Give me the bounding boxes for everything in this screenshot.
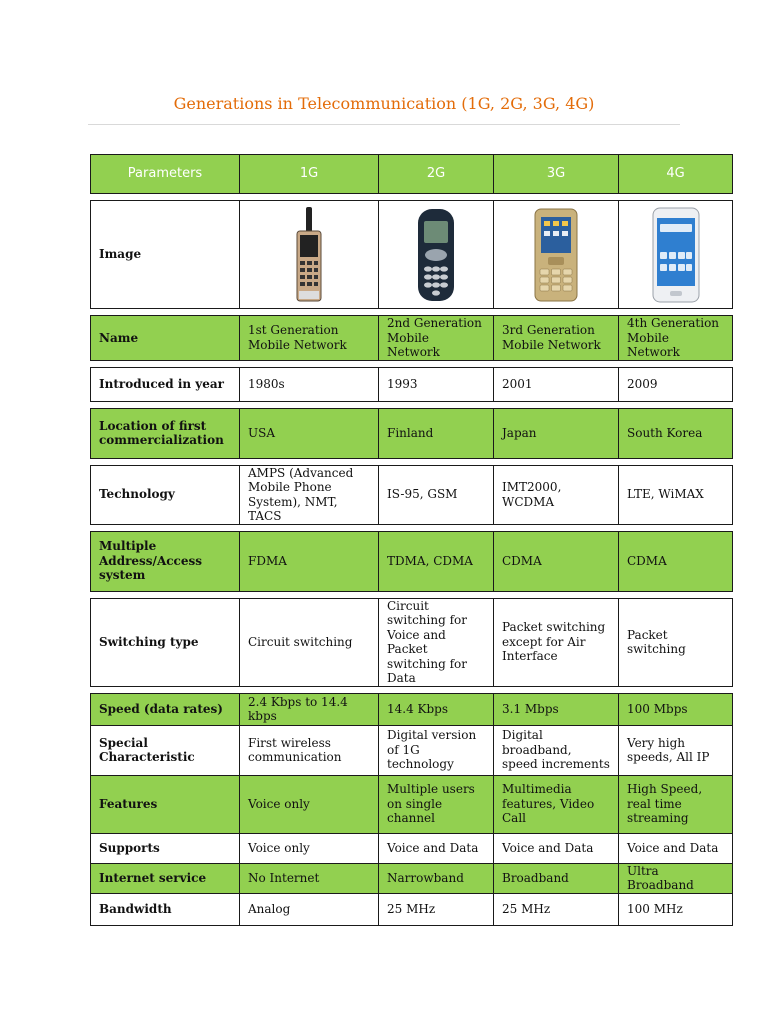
cell-1g: 1st Generation Mobile Network	[240, 316, 379, 361]
table-row	[91, 367, 733, 401]
table-row	[91, 775, 733, 833]
cell-3g: IMT2000, WCDMA	[494, 465, 619, 524]
table-row	[91, 465, 733, 524]
cell-1g: 1980s	[240, 367, 379, 401]
table-row	[91, 316, 733, 361]
cell-image-1g	[240, 201, 379, 309]
table-row	[91, 893, 733, 925]
title-divider	[88, 124, 680, 125]
row-label: Internet service	[91, 863, 240, 893]
table-row	[91, 598, 733, 686]
row-label: Name	[91, 316, 240, 361]
cell-1g: Analog	[240, 893, 379, 925]
cell-3g: Broadband	[494, 863, 619, 893]
cell-3g: Voice and Data	[494, 833, 619, 863]
cell-3g: Japan	[494, 408, 619, 458]
cell-2g: 1993	[379, 367, 494, 401]
cell-1g: USA	[240, 408, 379, 458]
row-label: Multiple Address/Access system	[91, 531, 240, 591]
cell-image-3g	[494, 201, 619, 309]
brick-phone-1g-icon	[289, 205, 329, 305]
row-label: Switching type	[91, 598, 240, 686]
row-label: Location of first commercialization	[91, 408, 240, 458]
cell-image-2g	[379, 201, 494, 309]
cell-1g: Circuit switching	[240, 598, 379, 686]
cell-1g: AMPS (Advanced Mobile Phone System), NMT, TACS	[240, 465, 379, 524]
cell-2g: Circuit switching for Voice and Packet switching for Data	[379, 598, 494, 686]
cell-1g: First wireless communication	[240, 725, 379, 775]
cell-4g: 100 Mbps	[619, 693, 733, 725]
cell-image-4g	[619, 201, 733, 309]
row-label: Special Characteristic	[91, 725, 240, 775]
cell-4g: Packet switching	[619, 598, 733, 686]
cell-3g: 25 MHz	[494, 893, 619, 925]
table-row	[91, 693, 733, 725]
cell-4g: 2009	[619, 367, 733, 401]
cell-4g: 4th Generation Mobile Network	[619, 316, 733, 361]
cell-1g: 2.4 Kbps to 14.4 kbps	[240, 693, 379, 725]
keypad-phone-2g-icon	[414, 207, 458, 303]
cell-2g: TDMA, CDMA	[379, 531, 494, 591]
header-4g: 4G	[619, 155, 733, 194]
cell-2g: Multiple users on single channel	[379, 775, 494, 833]
table-row	[91, 833, 733, 863]
cell-4g: South Korea	[619, 408, 733, 458]
table-row	[91, 863, 733, 893]
header-1g: 1G	[240, 155, 379, 194]
cell-4g: LTE, WiMAX	[619, 465, 733, 524]
table-row	[91, 725, 733, 775]
header-parameters: Parameters	[91, 155, 240, 194]
table-row	[91, 408, 733, 458]
cell-4g: Very high speeds, All IP	[619, 725, 733, 775]
cell-3g: Multimedia features, Video Call	[494, 775, 619, 833]
cell-2g: Voice and Data	[379, 833, 494, 863]
generations-table	[90, 154, 733, 926]
table-row	[91, 531, 733, 591]
cell-4g: CDMA	[619, 531, 733, 591]
row-label-image: Image	[91, 201, 240, 309]
cell-2g: Digital version of 1G technology	[379, 725, 494, 775]
table-row-image	[91, 201, 733, 309]
cell-1g: FDMA	[240, 531, 379, 591]
cell-2g: Narrowband	[379, 863, 494, 893]
cell-2g: 14.4 Kbps	[379, 693, 494, 725]
cell-1g: No Internet	[240, 863, 379, 893]
smartphone-4g-icon	[651, 206, 701, 304]
cell-3g: 3rd Generation Mobile Network	[494, 316, 619, 361]
cell-1g: Voice only	[240, 833, 379, 863]
cell-2g: 2nd Generation Mobile Network	[379, 316, 494, 361]
row-label: Introduced in year	[91, 367, 240, 401]
cell-2g: Finland	[379, 408, 494, 458]
cell-2g: IS-95, GSM	[379, 465, 494, 524]
cell-4g: Voice and Data	[619, 833, 733, 863]
cell-1g: Voice only	[240, 775, 379, 833]
row-label: Speed (data rates)	[91, 693, 240, 725]
page-title: Generations in Telecommunication (1G, 2G, 3G, 4G)	[173, 94, 595, 113]
candybar-phone-3g-icon	[532, 207, 580, 303]
cell-3g: 3.1 Mbps	[494, 693, 619, 725]
cell-3g: 2001	[494, 367, 619, 401]
row-label: Features	[91, 775, 240, 833]
cell-3g: CDMA	[494, 531, 619, 591]
header-3g: 3G	[494, 155, 619, 194]
cell-3g: Packet switching except for Air Interface	[494, 598, 619, 686]
row-label: Bandwidth	[91, 893, 240, 925]
header-2g: 2G	[379, 155, 494, 194]
cell-2g: 25 MHz	[379, 893, 494, 925]
header-row	[91, 155, 733, 194]
row-label: Technology	[91, 465, 240, 524]
cell-3g: Digital broadband, speed increments	[494, 725, 619, 775]
cell-4g: Ultra Broadband	[619, 863, 733, 893]
row-label: Supports	[91, 833, 240, 863]
cell-4g: High Speed, real time streaming	[619, 775, 733, 833]
cell-4g: 100 MHz	[619, 893, 733, 925]
